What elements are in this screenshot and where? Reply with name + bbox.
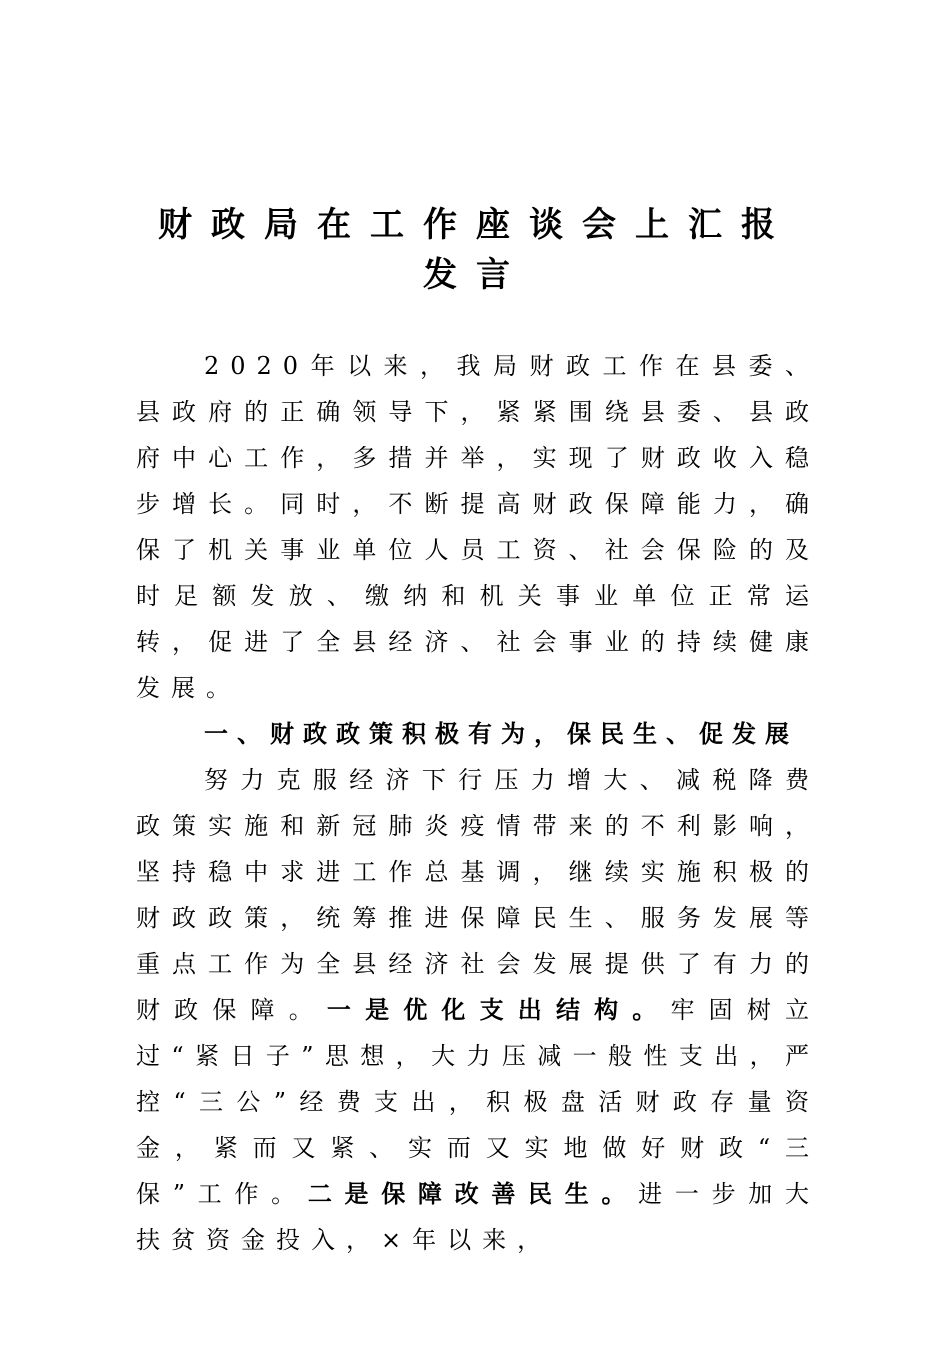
point-one-lead: 一是优化支出结构。 xyxy=(326,996,671,1024)
point-two-text: 进一步加大扶贫资金投入，×年以来， xyxy=(136,1180,820,1254)
section-paragraph xyxy=(136,757,820,1263)
document-body xyxy=(136,343,820,1263)
section-paragraph-text: 努力克服经济下行压力增大、减税降费政策实施和新冠肺炎疫情带来的不利影响，坚持稳中求进工作总基调，继续实施积极的财政政策，统筹推进保障民生、服务发展等重点工作为全县经济社会发展提供了有力的财政保障。 xyxy=(136,766,820,1024)
section-heading: 一、财政政策积极有为，保民生、促发展 xyxy=(204,720,798,748)
point-two-lead: 二是保障改善民生。 xyxy=(307,1180,639,1208)
document-title: 财政局在工作座谈会上汇报发言 xyxy=(158,205,794,295)
point-one-text: 牢固树立过“紧日子”思想，大力压减一般性支出，严控“三公”经费支出，积极盘活财政存量资金，紧而又紧、实而又实地做好财政“三保”工作。 xyxy=(136,996,821,1208)
intro-paragraph: 2020年以来，我局财政工作在县委、县政府的正确领导下，紧紧围绕县委、县政府中心工作，多措并举，实现了财政收入稳步增长。同时，不断提高财政保障能力，确保了机关事业单位人员工资、社会保险的及时足额发放、缴纳和机关事业单位正常运转，促进了全县经济、社会事业的持续健康发展。 xyxy=(136,352,820,702)
